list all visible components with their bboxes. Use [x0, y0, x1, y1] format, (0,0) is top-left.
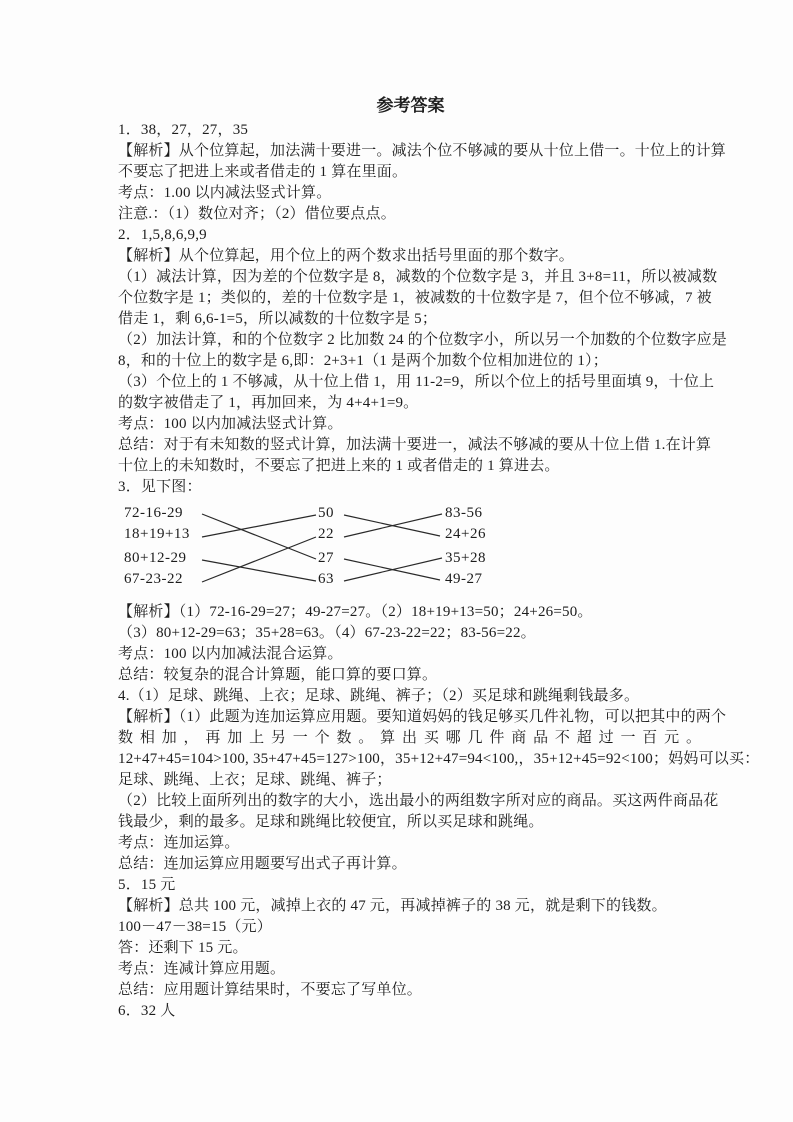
match-middle-value: 63	[318, 571, 334, 587]
q2-analysis-line: （1）减法计算，因为差的个位数字是 8，减数的个位数字是 3，并且 3+8=11，所以被减数	[118, 269, 718, 285]
q2-keypoint-line: 考点：100 以内加减法竖式计算。	[118, 416, 343, 432]
match-middle-value: 22	[318, 526, 334, 542]
q5-analysis-line: 【解析】总共 100 元，减掉上衣的 47 元，再减掉裤子的 38 元，就是剩下的钱数。	[118, 898, 667, 914]
q1-answer-line: 1．38，27，27，35	[118, 122, 249, 138]
matching-diagram	[118, 502, 703, 602]
match-right-expr: 35+28	[445, 550, 486, 566]
q5-keypoint-line: 考点：连减计算应用题。	[118, 961, 286, 977]
match-right-expr: 83-56	[445, 505, 483, 521]
q4-summary-line: 总结：连加运算应用题要写出式子再计算。	[118, 856, 407, 872]
q1-analysis-line: 【解析】从个位算起，加法满十要进一。减法个位不够减的要从十位上借一。十位上的计算	[118, 143, 727, 159]
q5-answer-line: 5．15 元	[118, 877, 176, 893]
q3-summary-line: 总结：较复杂的混合计算题，能口算的要口算。	[118, 667, 438, 683]
q4-answer-line: 4.（1）足球、跳绳、上衣；足球、跳绳、裤子；（2）买足球和跳绳剩钱最多。	[118, 688, 640, 704]
page-title: 参考答案	[376, 96, 445, 115]
match-left-expr: 67-23-22	[124, 571, 183, 587]
q3-analysis-line: （3）80+12-29=63；35+28=63。（4）67-23-22=22；83-56=22。	[118, 625, 536, 641]
q2-analysis-line: 的数字被借走了 1，再加回来，为 4+4+1=9。	[118, 395, 419, 411]
q4-analysis-line: 12+47+45=104>100, 35+47+45=127>100，35+12+47=94<100,，35+12+45=92<100；妈妈可以买：	[118, 751, 760, 767]
q2-analysis-line: （2）加法计算，和的个位数字 2 比加数 24 的个位数字小，所以另一个加数的个位数字应是	[118, 332, 728, 348]
q6-answer-line: 6．32 人	[118, 1003, 176, 1019]
q3-answer-line: 3．见下图：	[118, 479, 202, 495]
match-lines-svg	[118, 502, 703, 602]
q5-summary-line: 总结：应用题计算结果时，不要忘了写单位。	[118, 982, 423, 998]
q4-analysis-line: 数相加，再加上另一个数。算出买哪几件商品不超过一百元。	[118, 730, 703, 746]
q1-keypoint-line: 考点：1.00 以内减法竖式计算。	[118, 185, 332, 201]
q1-analysis-line: 不要忘了把进上来或者借走的 1 算在里面。	[118, 164, 408, 180]
match-left-expr: 72-16-29	[124, 505, 183, 521]
q5-formula-line: 100－47－38=15（元）	[118, 919, 272, 935]
q4-analysis-line: 钱最少，剩的最多。足球和跳绳比较便宜，所以买足球和跳绳。	[118, 814, 544, 830]
q2-analysis-line: 个位数字是 1；类似的，差的十位数字是 1，被减数的十位数字是 7，但个位不够减，7 被	[118, 290, 712, 306]
q4-analysis-line: 【解析】（1）此题为连加运算应用题。要知道妈妈的钱足够买几件礼物，可以把其中的两个	[118, 709, 727, 725]
q3-keypoint-line: 考点：100 以内加减法混合运算。	[118, 646, 343, 662]
q2-analysis-line: 【解析】从个位算起，用个位上的两个数求出括号里面的那个数字。	[118, 248, 575, 264]
match-right-expr: 24+26	[445, 526, 486, 542]
q2-analysis-line: 借走 1，剩 6,6-1=5，所以减数的十位数字是 5；	[118, 311, 438, 327]
q2-answer-line: 2．1,5,8,6,9,9	[118, 227, 207, 243]
q4-analysis-line: 足球、跳绳、上衣；足球、跳绳、裤子；	[118, 772, 392, 788]
match-left-expr: 18+19+13	[124, 526, 190, 542]
q3-analysis-line: 【解析】（1）72-16-29=27；49-27=27。（2）18+19+13=50；24+26=50。	[118, 604, 593, 620]
q5-reply-line: 答：还剩下 15 元。	[118, 940, 248, 956]
q2-summary-line: 总结：对于有未知数的竖式计算，加法满十要进一，减法不够减的要从十位上借 1.在计算	[118, 437, 712, 453]
q2-analysis-line: （3）个位上的 1 不够减，从十位上借 1，用 11-2=9，所以个位上的括号里面填 9，十位上	[118, 374, 715, 390]
q2-analysis-line: 8，和的十位上的数字是 6,即：2+3+1（1 是两个加数个位相加进位的 1）；	[118, 353, 608, 369]
match-left-expr: 80+12-29	[124, 550, 187, 566]
match-middle-value: 50	[318, 505, 334, 521]
match-middle-value: 27	[318, 550, 334, 566]
q2-summary-line: 十位上的未知数时，不要忘了把进上来的 1 或者借走的 1 算进去。	[118, 458, 560, 474]
match-right-expr: 49-27	[445, 571, 483, 587]
q1-note-line: 注意.：（1）数位对齐；（2）借位要点点。	[118, 206, 396, 222]
q4-analysis-line: （2）比较上面所列出的数字的大小，选出最小的两组数字所对应的商品。买这两件商品花	[118, 793, 719, 809]
q4-keypoint-line: 考点：连加运算。	[118, 835, 240, 851]
